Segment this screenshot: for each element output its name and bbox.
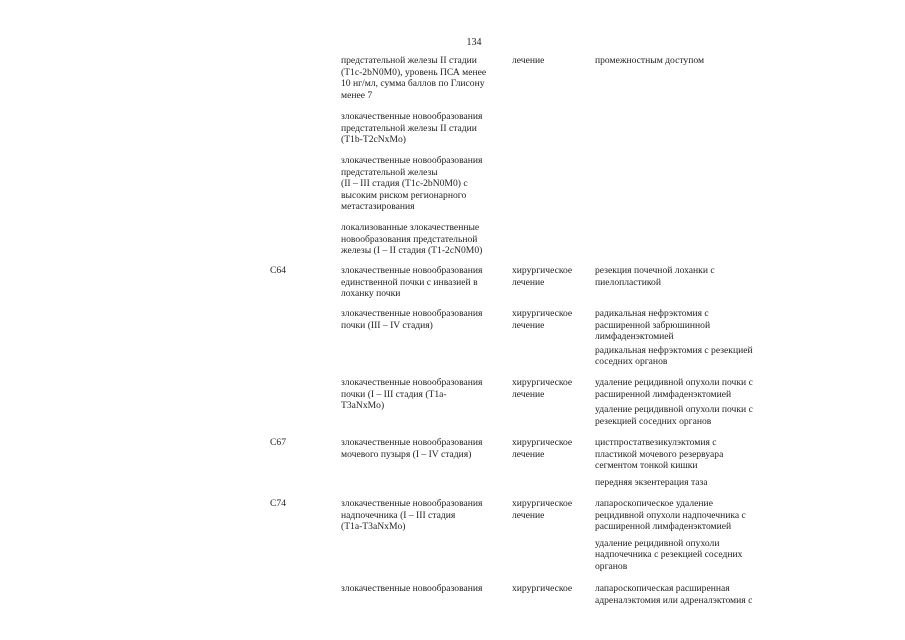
text-line: лечение: [512, 276, 545, 288]
text-line: злокачественные новообразования: [341, 377, 483, 388]
diagnosis-cell: [341, 437, 506, 460]
treatment-method-cell: [595, 55, 785, 67]
text-line: расширенной забрюшинной: [595, 319, 711, 331]
text-line: лапароскопическое удаление: [595, 498, 713, 509]
text-line: предстательной железы II стадии: [341, 122, 477, 134]
method-item: [595, 477, 785, 489]
method-item: [595, 345, 785, 368]
text-line: (II – III стадия (T1c-2bN0M0) с: [341, 178, 468, 190]
method-item: [595, 404, 785, 427]
text-line: злокачественные новообразования: [341, 498, 483, 509]
text-line: злокачественные новообразования: [341, 155, 483, 166]
treatment-type-cell: [512, 437, 584, 460]
icd-code-cell: C67: [270, 437, 286, 448]
text-line: 10 нг/мл, сумма баллов по Глисону: [341, 78, 485, 90]
treatment-type-cell: [512, 498, 584, 521]
text-line: хирургическое: [512, 377, 573, 388]
text-line: соседних органов: [595, 356, 668, 368]
treatment-type-cell: [512, 377, 584, 400]
text-line: резекцией соседних органов: [595, 415, 712, 427]
treatment-method-cell: [595, 308, 785, 368]
text-line: злокачественные новообразования: [341, 265, 483, 276]
text-line: удаление рецидивной опухоли почки с: [595, 404, 753, 416]
text-line: расширенной лимфаденэктомией: [595, 388, 732, 400]
text-line: резекция почечной лоханки с: [595, 265, 715, 276]
text-line: менее 7: [341, 89, 373, 101]
diagnosis-cell: [341, 308, 506, 331]
treatment-type-cell: [512, 265, 584, 288]
text-line: мочевого пузыря (I – IV стадия): [341, 448, 472, 460]
text-line: локализованные злокачественные: [341, 222, 480, 233]
text-line: почки (III – IV стадия): [341, 319, 433, 331]
treatment-method-cell: [595, 437, 785, 488]
text-line: высоким риском регионарного: [341, 189, 467, 201]
text-line: предстательной железы: [341, 166, 438, 178]
text-line: расширенной лимфаденэктомией: [595, 521, 732, 533]
treatment-method-cell: [595, 498, 785, 573]
text-line: лимфаденэктомией: [595, 331, 674, 343]
diagnosis-cell: [341, 377, 506, 412]
icd-code-cell: C74: [270, 498, 286, 509]
text-line: надпочечника (I – III стадия: [341, 509, 456, 521]
text-line: адреналэктомия или адреналэктомия с: [595, 594, 753, 606]
text-line: лечение: [512, 509, 545, 521]
diagnosis-cell: [341, 265, 506, 300]
text-line: почки (I – III стадия (T1a-: [341, 388, 447, 400]
text-line: хирургическое: [512, 498, 573, 509]
text-line: единственной почки с инвазией в: [341, 276, 478, 288]
treatment-method-cell: [595, 265, 785, 288]
method-item: [595, 538, 785, 573]
text-line: промежностным доступом: [595, 55, 705, 66]
text-line: хирургическое: [512, 265, 573, 276]
text-line: злокачественные новообразования: [341, 437, 483, 448]
text-line: T3aNxMo): [341, 400, 385, 412]
text-line: цистпростатвезикулэктомия с: [595, 437, 717, 448]
text-line: рецидивной опухоли надпочечника с: [595, 509, 746, 521]
diagnosis-cell: [341, 55, 506, 101]
diagnosis-cell: [341, 222, 506, 257]
text-line: железы (I – II стадия (T1-2cN0M0): [341, 245, 483, 257]
text-line: радикальная нефрэктомия с резекцией: [595, 344, 753, 356]
method-item: [595, 498, 785, 533]
text-line: лечение: [512, 55, 545, 66]
text-line: новообразования предстательной: [341, 233, 478, 245]
text-line: злокачественные новообразования: [341, 308, 483, 319]
text-line: удаление рецидивной опухоли: [595, 537, 720, 549]
text-line: злокачественные новообразования: [341, 583, 483, 594]
text-line: метастазирования: [341, 201, 415, 213]
method-item: [595, 308, 785, 343]
text-line: лечение: [512, 448, 545, 460]
text-line: хирургическое: [512, 437, 573, 448]
text-line: органов: [595, 560, 628, 572]
text-line: хирургическое: [512, 583, 573, 594]
text-line: передняя экзентерация таза: [595, 476, 708, 488]
text-line: лапароскопическая расширенная: [595, 583, 730, 594]
diagnosis-cell: [341, 155, 506, 213]
method-item: [595, 265, 785, 288]
method-item: [595, 437, 785, 472]
text-line: сегментом тонкой кишки: [595, 460, 698, 472]
text-line: удаление рецидивной опухоли почки с: [595, 377, 753, 388]
icd-code-cell: C64: [270, 265, 286, 276]
text-line: предстательной железы II стадии: [341, 55, 477, 66]
diagnosis-cell: [341, 583, 506, 595]
treatment-type-cell: [512, 583, 584, 595]
text-line: хирургическое: [512, 308, 573, 319]
text-line: пиелопластикой: [595, 276, 661, 288]
diagnosis-cell: [341, 498, 506, 533]
text-line: (T1a-T3aNxMo): [341, 521, 406, 533]
treatment-type-cell: [512, 55, 584, 67]
method-item: [595, 583, 785, 606]
text-line: злокачественные новообразования: [341, 111, 483, 122]
text-line: надпочечника с резекцией соседних: [595, 549, 743, 561]
text-line: лечение: [512, 319, 545, 331]
text-line: лоханку почки: [341, 288, 401, 300]
method-item: [595, 377, 785, 400]
text-line: (T1b-T2cNxMo): [341, 134, 407, 146]
text-line: пластикой мочевого резервуара: [595, 448, 724, 460]
method-item: [595, 55, 785, 67]
diagnosis-cell: [341, 111, 506, 146]
treatment-method-cell: [595, 377, 785, 427]
text-line: (T1c-2bN0M0), уровень ПСА менее: [341, 66, 487, 78]
treatment-type-cell: [512, 308, 584, 331]
page-number: 134: [466, 37, 482, 48]
treatment-method-cell: [595, 583, 785, 606]
text-line: радикальная нефрэктомия с: [595, 308, 709, 319]
text-line: лечение: [512, 388, 545, 400]
